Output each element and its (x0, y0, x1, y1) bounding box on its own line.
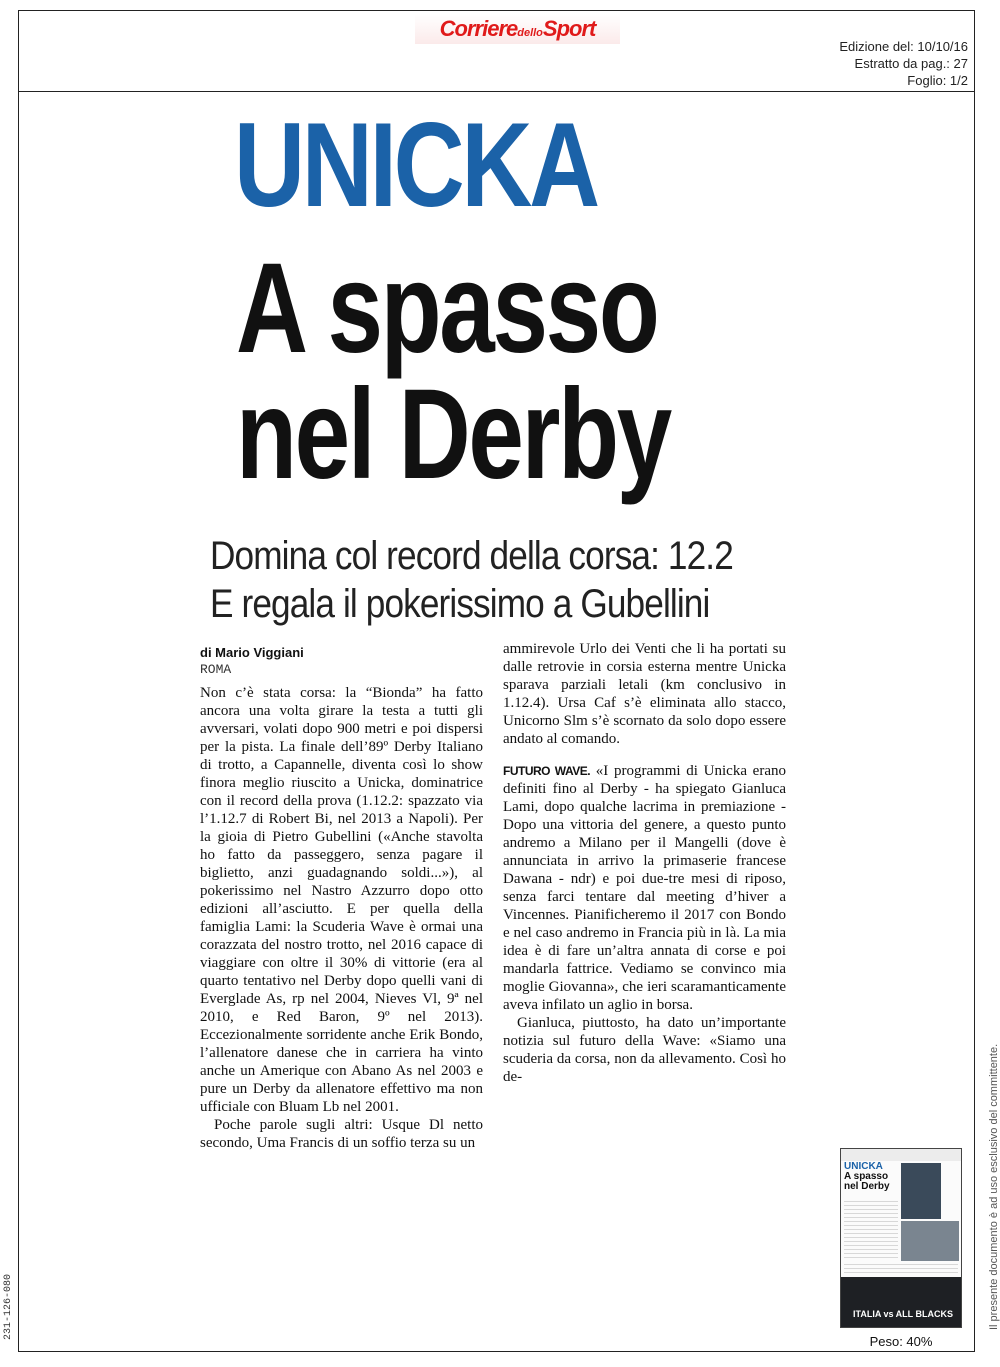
article-headline (236, 237, 670, 506)
thumbnail-text-block (844, 1201, 898, 1261)
byline: di Mario Viggiani (200, 645, 304, 660)
paragraph: ammirevole Urlo dei Venti che li ha portati su dalle retrovie in corsia esterna mentre Unicka sparava parziali letali (km conclusivo in 1.12.4). Ursa Caf s’è eliminata allo stacco, Unicorno Slm s’è scornato da solo dopo essere andato al comando. (503, 641, 786, 747)
paragraph: Poche parole sugli altri: Usque Dl netto secondo, Uma Francis di un soffio terza su un (200, 1117, 483, 1151)
thumbnail-text-block (844, 1264, 958, 1276)
edition-page: Estratto da pag.: 27 (854, 56, 968, 71)
newspaper-logo: CorrieredelloSport (415, 14, 620, 44)
edition-date: Edizione del: 10/10/16 (839, 39, 968, 54)
page-weight: Peso: 40% (869, 1334, 933, 1349)
headline-line-2: nel Derby (236, 363, 670, 506)
deck-line-2: E regala il pokerissimo a Gubellini (210, 582, 710, 626)
article-column-2 (503, 640, 786, 1086)
paragraph: Gianluca, piuttosto, ha dato un’importante notizia sul futuro della Wave: «Siamo una scuderia da corsa, non da allevamento. Così ho de- (503, 1015, 786, 1085)
thumbnail-kicker: UNICKA (844, 1161, 883, 1172)
edition-sheet: Foglio: 1/2 (907, 73, 968, 88)
headline-line-1: A spasso (236, 237, 658, 380)
thumbnail-photo (901, 1221, 959, 1261)
edition-info (839, 38, 968, 89)
article-deck (210, 532, 733, 628)
thumbnail-advert-text: ITALIA vs ALL BLACKS (853, 1309, 954, 1319)
dateline-location: ROMA (200, 662, 232, 677)
article-column-1 (200, 684, 483, 1152)
document-code: 231-126-080 (3, 1273, 14, 1340)
article-kicker: UNICKA (234, 98, 597, 232)
deck-line-1: Domina col record della corsa: 12.2 (210, 534, 733, 578)
page-thumbnail (840, 1148, 962, 1328)
paragraph: FUTURO WAVE. «I programmi di Unicka erano definiti fino al Derby - ha spiegato Gianluca Lami, dopo qualche lacrima in premiazione - Dopo una vittoria del genere, a questo punto andremo a Milano per il Mangelli (dove è annunciata in arrivo la primaserie francese Dawana - ndr) e poi due-tre mesi di riposo, senza farci tentare dal meeting d’hiver a Vincennes. Pianificheremo il 2017 con Bondo e nel caso andremo in Francia più in là. La mia idea è di fare un’altra annata di corse e poi mandarla fattrice. Vediamo se convinco mia moglie Giovanna», che ieri scaramanticamente aveva infilato un aglio in borsa. (503, 763, 786, 1013)
thumbnail-headline: A spasso nel Derby (844, 1171, 890, 1192)
thumbnail-advert (841, 1277, 961, 1327)
section-lead-in: FUTURO WAVE. (503, 764, 591, 778)
usage-notice: Il presente documento è ad uso esclusivo del committente. (988, 1043, 1000, 1330)
thumbnail-photo (901, 1163, 941, 1219)
paragraph: Non c’è stata corsa: la “Bionda” ha fatto ancora una volta girare la testa a tutti gli avversari, volati dopo 900 metri e poi dispersi per la pista. La finale dell’89º Derby Italiano di trotto, a Capannelle, diventa così lo show finora meglio riuscito a Unicka, dominatrice con il record della prova (1.12.2: spazzato via l’1.12.7 di Robert Bi, nel 2013 a Napoli). Per la gioia di Pietro Gubellini («Anche stavolta ho fatto da passeggero, senza pagare il biglietto, anzi guadagnando soldi...»), al pokerissimo nel Nastro Azzurro dopo otto edizioni all’asciutto. E per quella della famiglia Lami: la Scuderia Wave è ormai una corazzata del nostro trotto, nel 2016 capace di viaggiare con oltre il 30% di vittorie (era al quarto tentativo nel Derby dopo quelli vani di Everglade As, rp nel 2004, Nieves Vl, 9ª nel 2010, e Red Baron, 9º nel 2013). Eccezionalmente sorridente anche Erik Bondo, l’allenatore danese che in carriera ha vinto anche un Amerique con Abano As nel 2003 e pure un Derby da allenatore effettivo ma non ufficiale con Bluam Lb nel 2001. (200, 685, 483, 1115)
